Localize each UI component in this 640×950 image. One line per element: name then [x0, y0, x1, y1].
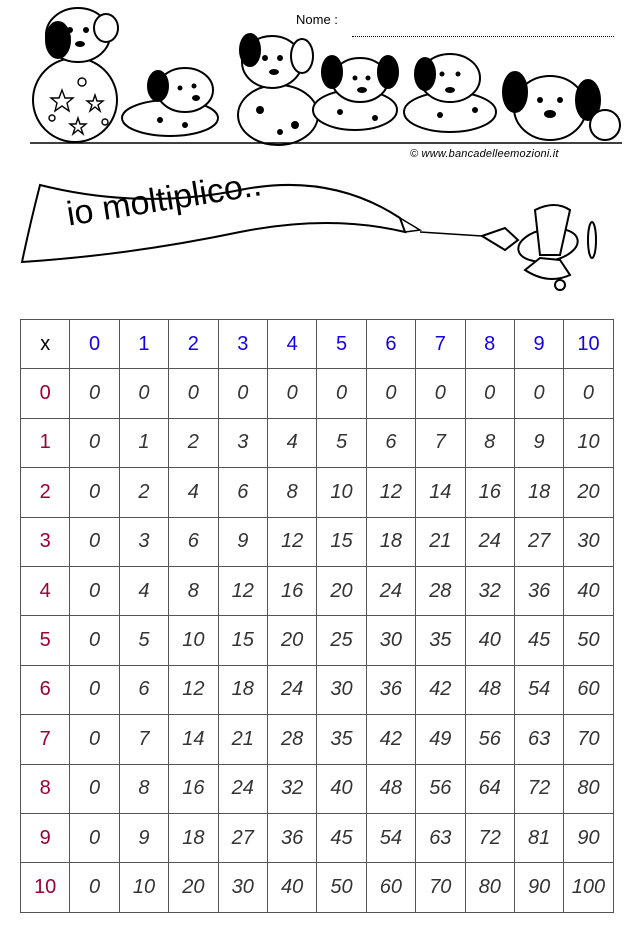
- product-cell: 45: [514, 616, 563, 665]
- product-cell: 0: [70, 566, 119, 615]
- table-row: [21, 616, 614, 665]
- column-header: 3: [218, 320, 267, 369]
- name-field-line[interactable]: [352, 36, 614, 37]
- product-cell: 30: [564, 517, 613, 566]
- airplane-banner: [0, 170, 640, 300]
- column-header: 8: [465, 320, 514, 369]
- product-cell: 0: [70, 665, 119, 714]
- row-header: 9: [21, 813, 70, 862]
- product-cell: 6: [366, 418, 415, 467]
- product-cell: 63: [416, 813, 465, 862]
- product-cell: 21: [218, 715, 267, 764]
- product-cell: 15: [218, 616, 267, 665]
- product-cell: 50: [564, 616, 613, 665]
- airplane-icon: [482, 205, 596, 290]
- product-cell: 20: [317, 566, 366, 615]
- product-cell: 9: [218, 517, 267, 566]
- product-cell: 4: [267, 418, 316, 467]
- product-cell: 30: [317, 665, 366, 714]
- product-cell: 8: [119, 764, 168, 813]
- product-cell: 16: [465, 468, 514, 517]
- product-cell: 36: [366, 665, 415, 714]
- product-cell: 24: [465, 517, 514, 566]
- product-cell: 0: [416, 369, 465, 418]
- corner-cell: x: [21, 320, 70, 369]
- product-cell: 42: [366, 715, 415, 764]
- product-cell: 30: [366, 616, 415, 665]
- product-cell: 14: [416, 468, 465, 517]
- product-cell: 10: [317, 468, 366, 517]
- product-cell: 24: [366, 566, 415, 615]
- product-cell: 18: [366, 517, 415, 566]
- product-cell: 0: [70, 616, 119, 665]
- product-cell: 80: [465, 863, 514, 912]
- product-cell: 6: [218, 468, 267, 517]
- column-header: 6: [366, 320, 415, 369]
- product-cell: 60: [366, 863, 415, 912]
- product-cell: 5: [119, 616, 168, 665]
- product-cell: 70: [416, 863, 465, 912]
- product-cell: 90: [564, 813, 613, 862]
- column-header: 1: [119, 320, 168, 369]
- row-header: 5: [21, 616, 70, 665]
- product-cell: 15: [317, 517, 366, 566]
- product-cell: 25: [317, 616, 366, 665]
- product-cell: 0: [564, 369, 613, 418]
- column-header: 4: [267, 320, 316, 369]
- row-header: 3: [21, 517, 70, 566]
- table-row: [21, 715, 614, 764]
- product-cell: 0: [70, 715, 119, 764]
- product-cell: 7: [416, 418, 465, 467]
- product-cell: 60: [564, 665, 613, 714]
- column-header: 2: [169, 320, 218, 369]
- product-cell: 28: [416, 566, 465, 615]
- product-cell: 2: [169, 418, 218, 467]
- product-cell: 12: [267, 517, 316, 566]
- product-cell: 70: [564, 715, 613, 764]
- product-cell: 42: [416, 665, 465, 714]
- product-cell: 24: [218, 764, 267, 813]
- product-cell: 0: [70, 863, 119, 912]
- row-header: 7: [21, 715, 70, 764]
- product-cell: 18: [514, 468, 563, 517]
- product-cell: 14: [169, 715, 218, 764]
- product-cell: 2: [119, 468, 168, 517]
- product-cell: 27: [218, 813, 267, 862]
- table-row: [21, 764, 614, 813]
- product-cell: 0: [366, 369, 415, 418]
- product-cell: 4: [119, 566, 168, 615]
- product-cell: 9: [514, 418, 563, 467]
- product-cell: 56: [416, 764, 465, 813]
- product-cell: 81: [514, 813, 563, 862]
- row-header: 0: [21, 369, 70, 418]
- product-cell: 36: [267, 813, 316, 862]
- product-cell: 0: [169, 369, 218, 418]
- table-row: [21, 418, 614, 467]
- product-cell: 3: [218, 418, 267, 467]
- product-cell: 0: [70, 764, 119, 813]
- product-cell: 90: [514, 863, 563, 912]
- product-cell: 0: [119, 369, 168, 418]
- product-cell: 21: [416, 517, 465, 566]
- product-cell: 18: [218, 665, 267, 714]
- product-cell: 12: [169, 665, 218, 714]
- table-row: [21, 468, 614, 517]
- product-cell: 0: [465, 369, 514, 418]
- product-cell: 35: [416, 616, 465, 665]
- product-cell: 56: [465, 715, 514, 764]
- product-cell: 20: [564, 468, 613, 517]
- product-cell: 80: [564, 764, 613, 813]
- name-label: Nome :: [296, 12, 338, 27]
- product-cell: 32: [465, 566, 514, 615]
- product-cell: 40: [465, 616, 514, 665]
- table-row: [21, 566, 614, 615]
- product-cell: 40: [564, 566, 613, 615]
- product-cell: 36: [514, 566, 563, 615]
- product-cell: 32: [267, 764, 316, 813]
- product-cell: 49: [416, 715, 465, 764]
- product-cell: 50: [317, 863, 366, 912]
- product-cell: 8: [267, 468, 316, 517]
- row-header: 4: [21, 566, 70, 615]
- product-cell: 0: [70, 468, 119, 517]
- product-cell: 9: [119, 813, 168, 862]
- table-row: [21, 517, 614, 566]
- product-cell: 10: [119, 863, 168, 912]
- header-row: [21, 320, 614, 369]
- row-header: 1: [21, 418, 70, 467]
- copyright-text: © www.bancadelleemozioni.it: [410, 148, 559, 160]
- product-cell: 0: [70, 369, 119, 418]
- product-cell: 7: [119, 715, 168, 764]
- product-cell: 0: [218, 369, 267, 418]
- column-header: 0: [70, 320, 119, 369]
- product-cell: 54: [366, 813, 415, 862]
- product-cell: 10: [169, 616, 218, 665]
- product-cell: 4: [169, 468, 218, 517]
- product-cell: 12: [218, 566, 267, 615]
- product-cell: 48: [366, 764, 415, 813]
- product-cell: 24: [267, 665, 316, 714]
- product-cell: 64: [465, 764, 514, 813]
- product-cell: 0: [514, 369, 563, 418]
- column-header: 7: [416, 320, 465, 369]
- product-cell: 35: [317, 715, 366, 764]
- product-cell: 20: [169, 863, 218, 912]
- product-cell: 27: [514, 517, 563, 566]
- product-cell: 54: [514, 665, 563, 714]
- column-header: 9: [514, 320, 563, 369]
- column-header: 10: [564, 320, 613, 369]
- table-row: [21, 369, 614, 418]
- product-cell: 0: [267, 369, 316, 418]
- product-cell: 30: [218, 863, 267, 912]
- product-cell: 72: [514, 764, 563, 813]
- product-cell: 0: [70, 418, 119, 467]
- row-header: 8: [21, 764, 70, 813]
- product-cell: 16: [267, 566, 316, 615]
- table-row: [21, 665, 614, 714]
- column-header: 5: [317, 320, 366, 369]
- product-cell: 100: [564, 863, 613, 912]
- product-cell: 40: [267, 863, 316, 912]
- product-cell: 28: [267, 715, 316, 764]
- product-cell: 48: [465, 665, 514, 714]
- banner-title: io moltiplico..: [64, 165, 265, 234]
- product-cell: 5: [317, 418, 366, 467]
- row-header: 10: [21, 863, 70, 912]
- product-cell: 3: [119, 517, 168, 566]
- product-cell: 6: [119, 665, 168, 714]
- product-cell: 45: [317, 813, 366, 862]
- product-cell: 8: [169, 566, 218, 615]
- table-row: [21, 863, 614, 912]
- product-cell: 0: [70, 813, 119, 862]
- product-cell: 1: [119, 418, 168, 467]
- table-row: [21, 813, 614, 862]
- product-cell: 12: [366, 468, 415, 517]
- product-cell: 8: [465, 418, 514, 467]
- product-cell: 40: [317, 764, 366, 813]
- product-cell: 6: [169, 517, 218, 566]
- product-cell: 20: [267, 616, 316, 665]
- product-cell: 63: [514, 715, 563, 764]
- row-header: 2: [21, 468, 70, 517]
- product-cell: 72: [465, 813, 514, 862]
- product-cell: 10: [564, 418, 613, 467]
- multiplication-table: [20, 319, 614, 913]
- product-cell: 18: [169, 813, 218, 862]
- product-cell: 0: [317, 369, 366, 418]
- row-header: 6: [21, 665, 70, 714]
- product-cell: 0: [70, 517, 119, 566]
- product-cell: 16: [169, 764, 218, 813]
